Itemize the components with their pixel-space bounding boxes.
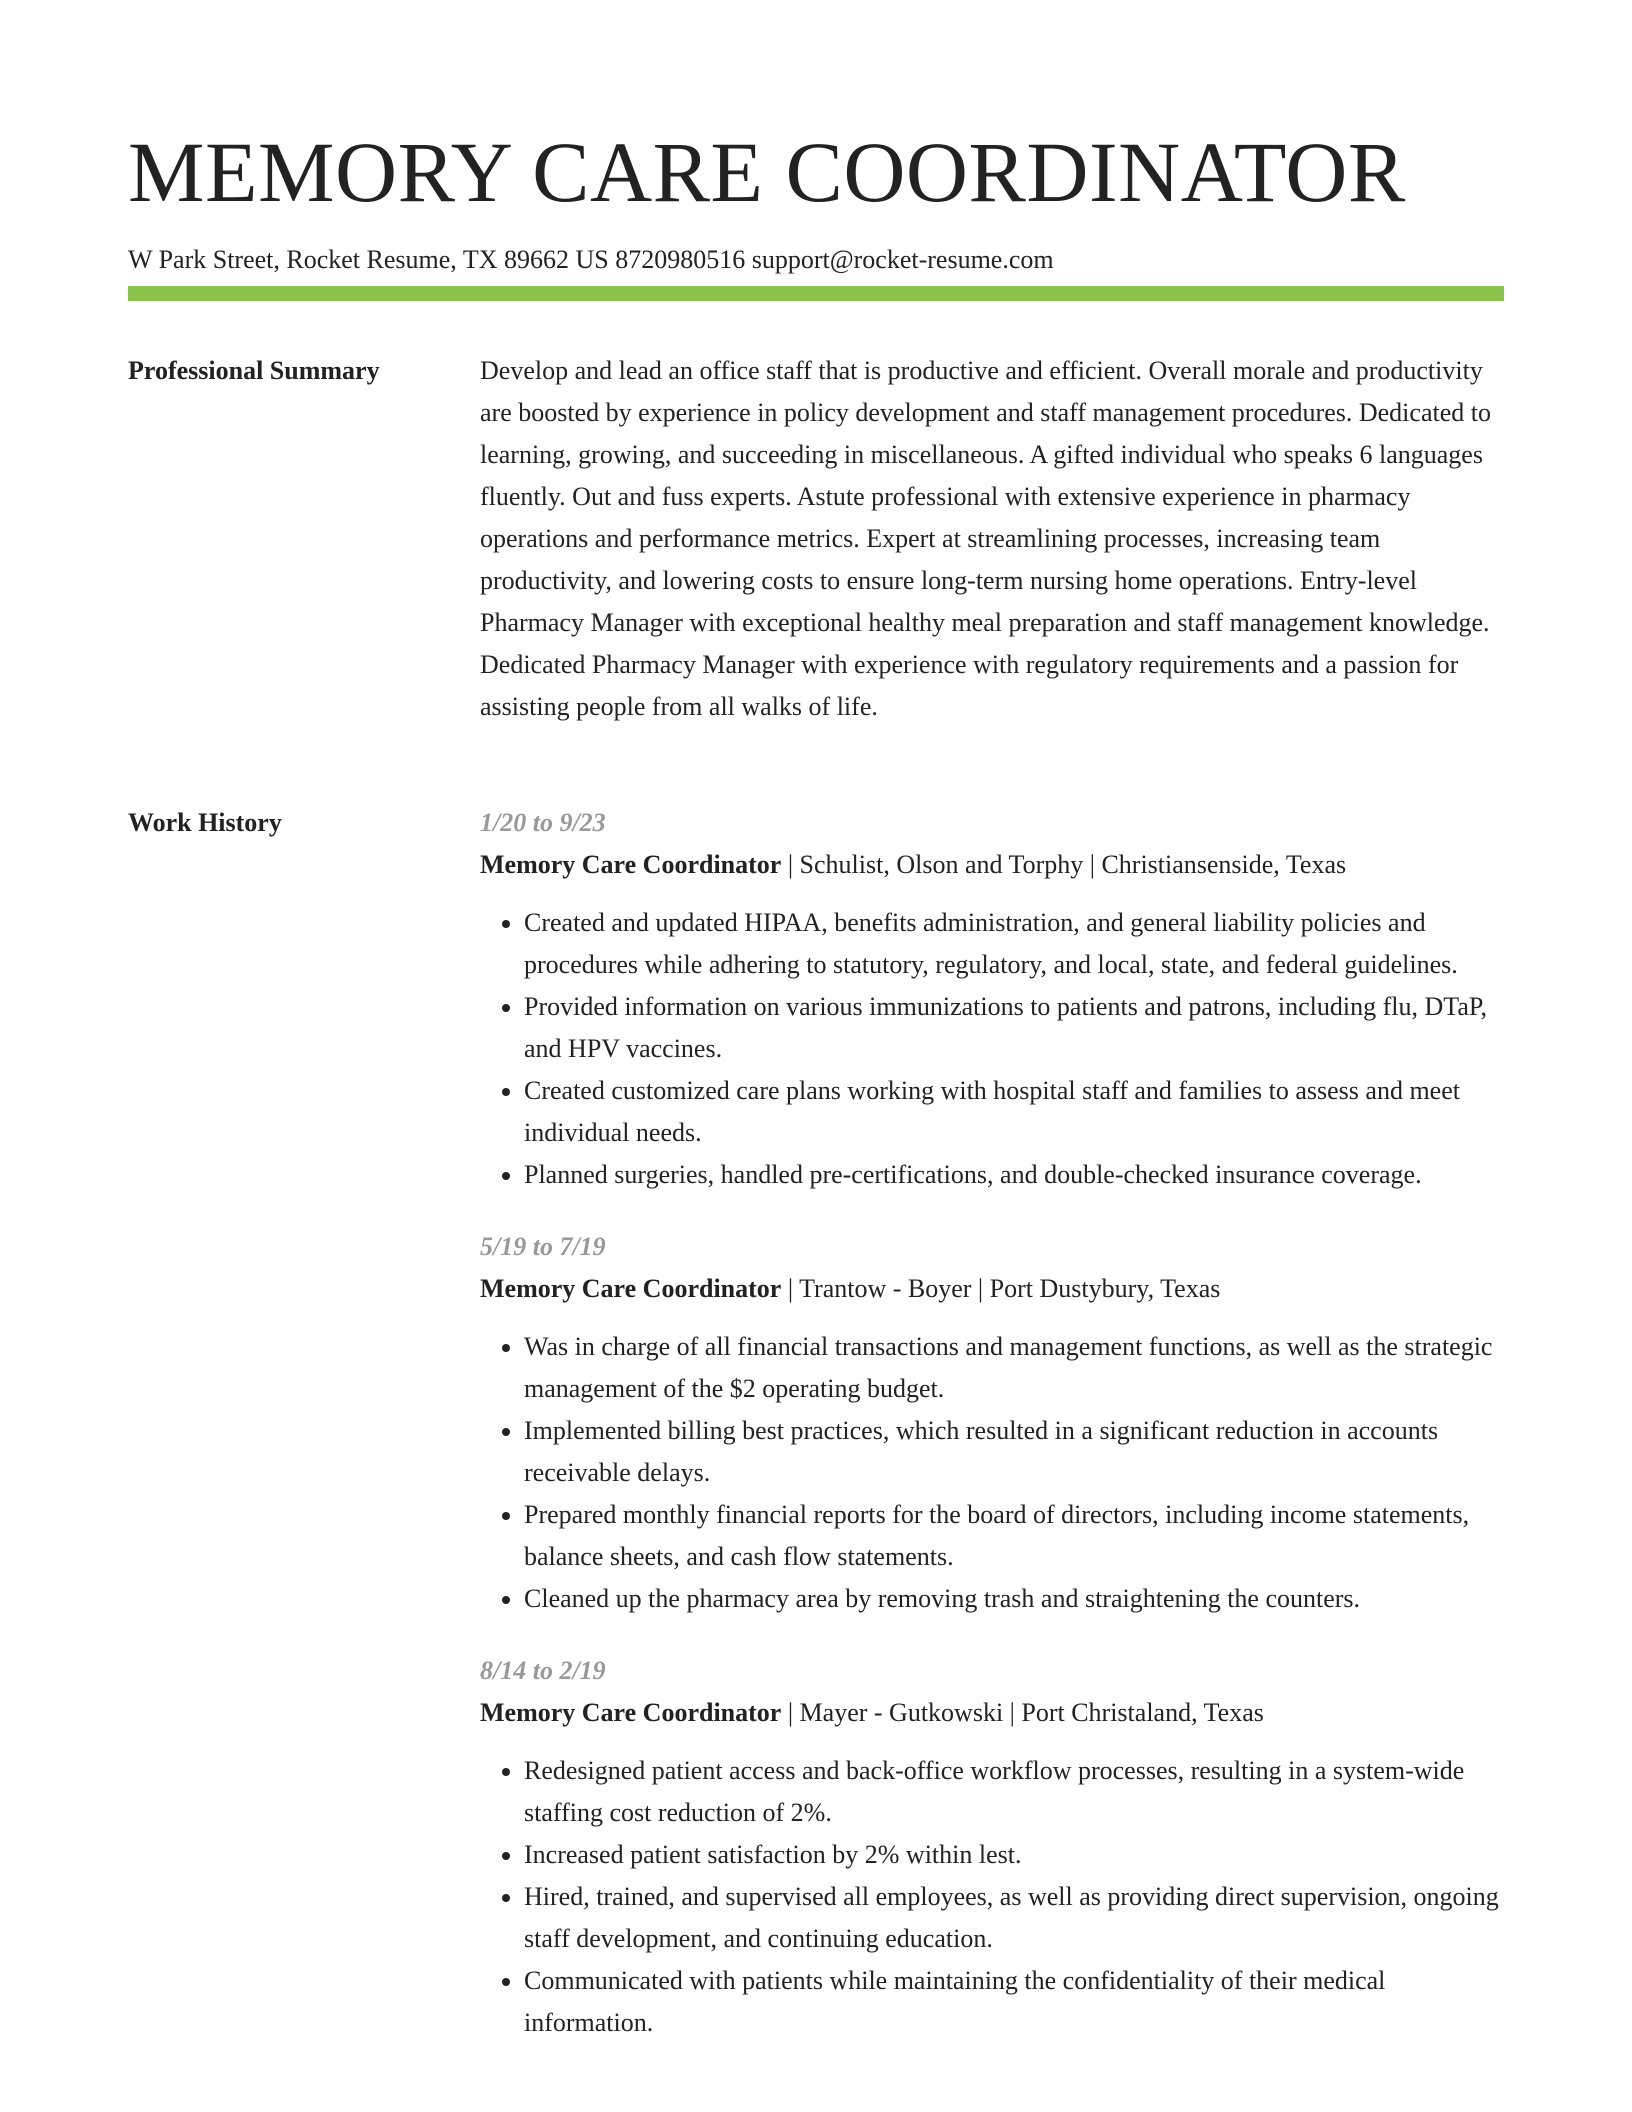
work-history-body xyxy=(480,802,1504,2074)
job-details: | Mayer - Gutkowski | Port Christaland, Texas xyxy=(781,1698,1264,1727)
job-dates: 1/20 to 9/23 xyxy=(480,808,606,837)
job-entry xyxy=(480,1650,1504,2044)
job-heading xyxy=(480,844,1504,886)
job-role: Memory Care Coordinator xyxy=(480,850,782,879)
job-heading xyxy=(480,1692,1504,1734)
contact-line: W Park Street, Rocket Resume, TX 89662 US 8720980516 support@rocket-resume.com xyxy=(128,245,1054,274)
job-bullet: • Provided information on various immunizations to patients and patrons, including flu, DTaP, and HPV vaccines. xyxy=(524,986,1504,1070)
job-dates: 8/14 to 2/19 xyxy=(480,1656,606,1685)
job-details: | Trantow - Boyer | Port Dustybury, Texas xyxy=(781,1274,1221,1303)
job-bullets xyxy=(480,1326,1504,1620)
job-bullet: • Redesigned patient access and back-office workflow processes, resulting in a system-wide staffing cost reduction of 2%. xyxy=(524,1750,1504,1834)
job-bullets xyxy=(480,902,1504,1196)
accent-divider xyxy=(128,286,1504,301)
job-role: Memory Care Coordinator xyxy=(480,1698,782,1727)
summary-text: Develop and lead an office staff that is productive and efficient. Overall morale and productivity are boosted by experience in policy development and staff management procedures. Dedicated to learning, growing, and succeeding in miscellaneous. A gifted individual who speaks 6 languages fluently. Out and fuss experts. Astute professional with extensive experience in pharmacy operations and performance metrics. Expert at streamlining processes, increasing team productivity, and lowering costs to ensure long-term nursing home operations. Entry-level Pharmacy Manager with exceptional healthy meal preparation and staff management knowledge. Dedicated Pharmacy Manager with experience with regulatory requirements and a passion for assisting people from all walks of life. xyxy=(480,356,1491,721)
job-bullet: • Was in charge of all financial transactions and management functions, as well as the strategic management of the $2 operating budget. xyxy=(524,1326,1504,1410)
job-entry xyxy=(480,802,1504,1196)
job-heading xyxy=(480,1268,1504,1310)
job-bullet: • Implemented billing best practices, which resulted in a significant reduction in accounts receivable delays. xyxy=(524,1410,1504,1494)
work-history-title: Work History xyxy=(128,808,282,837)
job-bullet: • Hired, trained, and supervised all employees, as well as providing direct supervision, ongoing staff development, and continuing education. xyxy=(524,1876,1504,1960)
summary-title: Professional Summary xyxy=(128,356,380,385)
job-dates: 5/19 to 7/19 xyxy=(480,1232,606,1261)
job-role: Memory Care Coordinator xyxy=(480,1274,782,1303)
candidate-name: MEMORY CARE COORDINATOR xyxy=(128,124,1406,220)
resume-header xyxy=(128,114,1504,278)
job-bullet: • Created customized care plans working with hospital staff and families to assess and meet individual needs. xyxy=(524,1070,1504,1154)
job-bullet: • Created and updated HIPAA, benefits administration, and general liability policies and procedures while adhering to statutory, regulatory, and local, state, and federal guidelines. xyxy=(524,902,1504,986)
job-bullets xyxy=(480,1750,1504,2044)
job-bullet: • Planned surgeries, handled pre-certifications, and double-checked insurance coverage. xyxy=(524,1154,1504,1196)
job-details: | Schulist, Olson and Torphy | Christiansenside, Texas xyxy=(781,850,1347,879)
job-bullet: • Increased patient satisfaction by 2% within lest. xyxy=(524,1834,1504,1876)
summary-body xyxy=(480,350,1504,728)
job-entry xyxy=(480,1226,1504,1620)
job-bullet: • Prepared monthly financial reports for the board of directors, including income statements, balance sheets, and cash flow statements. xyxy=(524,1494,1504,1578)
job-bullet: • Communicated with patients while maintaining the confidentiality of their medical information. xyxy=(524,1960,1504,2044)
job-bullet: • Cleaned up the pharmacy area by removing trash and straightening the counters. xyxy=(524,1578,1504,1620)
